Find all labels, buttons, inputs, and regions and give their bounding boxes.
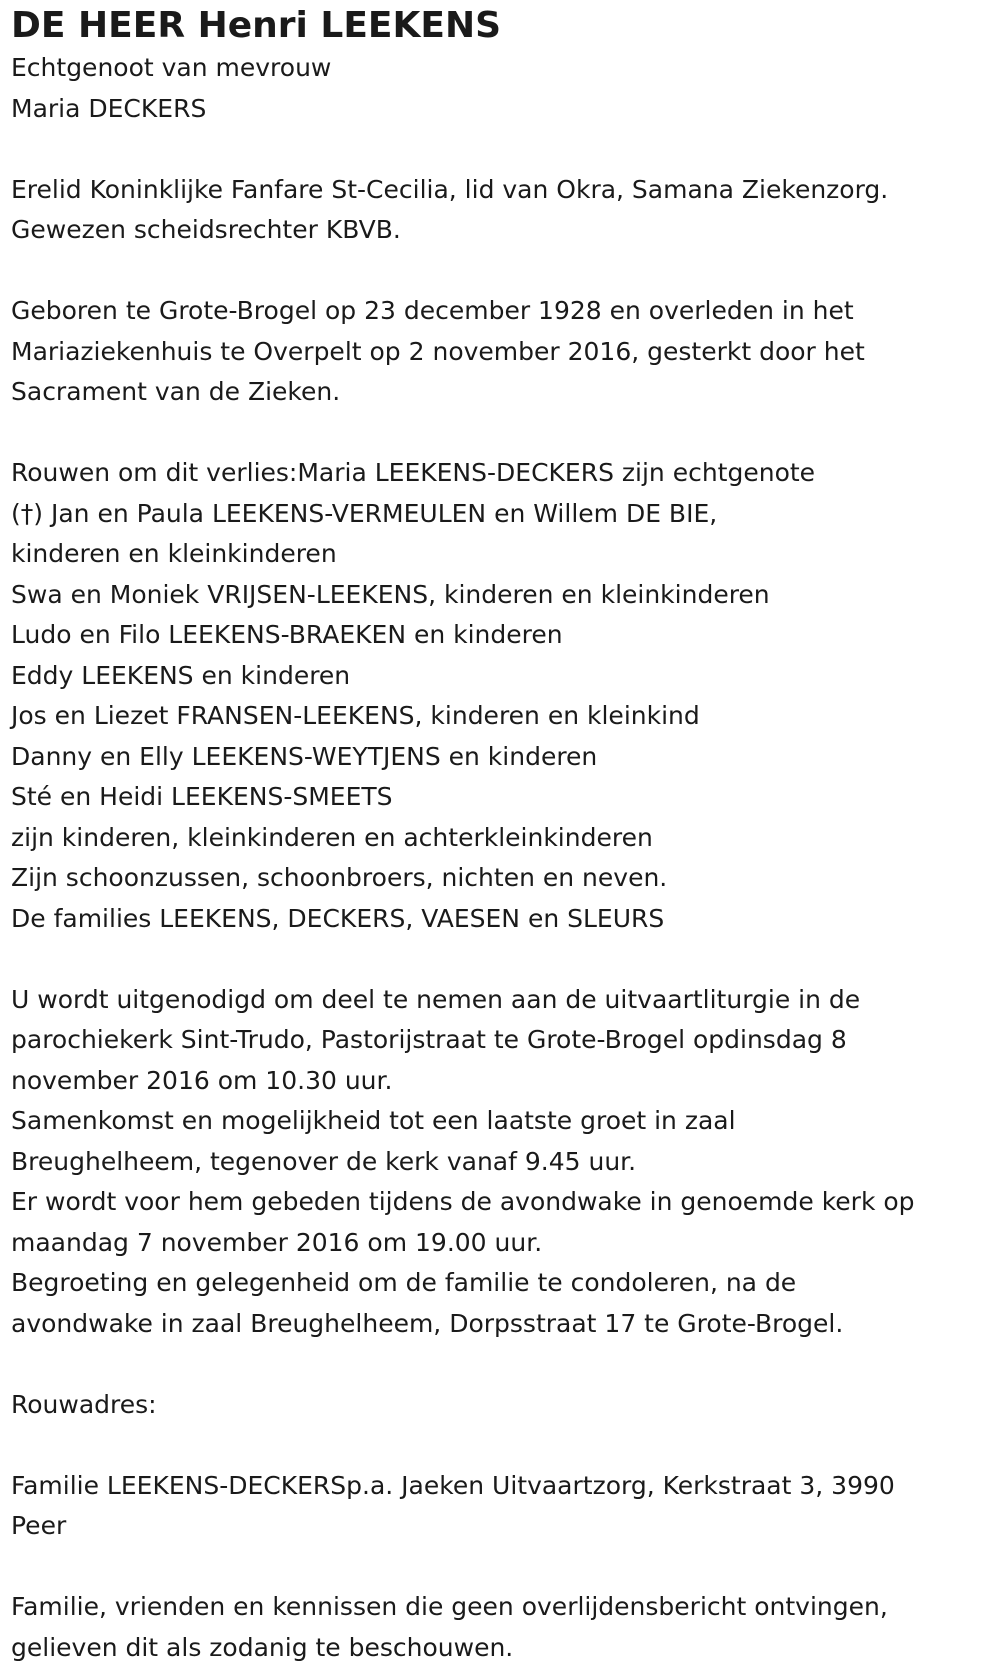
- mourner-line: Danny en Elly LEEKENS-WEYTJENS en kinderen: [11, 741, 598, 771]
- funeral-line: Samenkomst en mogelijkheid tot een laatste groet in zaal: [11, 1106, 736, 1135]
- spacer: [11, 251, 1000, 292]
- funeral-line: maandag 7 november 2016 om 19.00 uur.: [11, 1227, 543, 1257]
- address-label: Rouwadres:: [11, 1389, 157, 1419]
- spouse-block: [11, 48, 1000, 129]
- mourner-line: Zijn schoonzussen, schoonbroers, nichten en neven.: [11, 863, 668, 892]
- address-block: [11, 1466, 1000, 1547]
- mourner-line: kinderen en kleinkinderen: [11, 539, 337, 568]
- birth-death-line: Sacrament van de Zieken.: [11, 377, 341, 406]
- funeral-line: parochiekerk Sint-Trudo, Pastorijstraat te Grote-Brogel opdinsdag 8: [11, 1025, 847, 1054]
- mourner-line: Sté en Heidi LEEKENS-SMEETS: [11, 782, 393, 811]
- membership-line: Erelid Koninklijke Fanfare St-Cecilia, lid van Okra, Samana Ziekenzorg.: [11, 174, 889, 204]
- mourners-block: [11, 453, 1000, 939]
- funeral-line: Breughelheem, tegenover de kerk vanaf 9.45 uur.: [11, 1146, 637, 1176]
- spacer: [11, 1425, 1000, 1466]
- mourner-line: Swa en Moniek VRIJSEN-LEEKENS, kinderen en kleinkinderen: [11, 579, 770, 609]
- funeral-line: november 2016 om 10.30 uur.: [11, 1065, 393, 1095]
- spacer: [11, 939, 1000, 980]
- birth-death-line: Geboren te Grote-Brogel op 23 december 1928 en overleden in het: [11, 296, 854, 325]
- spouse-line: Echtgenoot van mevrouw: [11, 53, 332, 82]
- closing-line: Familie, vrienden en kennissen die geen overlijdensbericht ontvingen,: [11, 1592, 888, 1621]
- notice-title: DE HEER Henri LEEKENS: [11, 5, 502, 46]
- closing-block: [11, 1587, 1000, 1668]
- memberships-block: [11, 170, 1000, 251]
- mourner-line: Rouwen om dit verlies:Maria LEEKENS-DECKERS zijn echtgenote: [11, 458, 816, 487]
- funeral-line: Er wordt voor hem gebeden tijdens de avondwake in genoemde kerk op: [11, 1187, 915, 1216]
- mourner-line: (†) Jan en Paula LEEKENS-VERMEULEN en Willem DE BIE,: [11, 498, 718, 528]
- closing-line: gelieven dit als zodanig te beschouwen.: [11, 1632, 514, 1662]
- spacer: [11, 413, 1000, 454]
- funeral-block: [11, 980, 1000, 1345]
- mourner-line: Jos en Liezet FRANSEN-LEEKENS, kinderen en kleinkind: [11, 701, 700, 730]
- mourner-line: zijn kinderen, kleinkinderen en achterkleinkinderen: [11, 822, 653, 852]
- address-label-block: [11, 1385, 1000, 1426]
- spacer: [11, 1344, 1000, 1385]
- mourner-line: Ludo en Filo LEEKENS-BRAEKEN en kinderen: [11, 620, 563, 649]
- funeral-line: Begroeting en gelegenheid om de familie te condoleren, na de: [11, 1268, 797, 1297]
- birth-death-line: Mariaziekenhuis te Overpelt op 2 november 2016, gesterkt door het: [11, 336, 865, 366]
- mourner-line: Eddy LEEKENS en kinderen: [11, 660, 351, 690]
- address-line: Peer: [11, 1511, 67, 1540]
- membership-line: Gewezen scheidsrechter KBVB.: [11, 215, 401, 244]
- funeral-line: avondwake in zaal Breughelheem, Dorpsstraat 17 te Grote-Brogel.: [11, 1308, 844, 1338]
- funeral-line: U wordt uitgenodigd om deel te nemen aan de uitvaartliturgie in de: [11, 984, 861, 1014]
- address-line: Familie LEEKENS-DECKERSp.a. Jaeken Uitvaartzorg, Kerkstraat 3, 3990: [11, 1470, 895, 1500]
- spacer: [11, 1547, 1000, 1588]
- birth-death-block: [11, 291, 1000, 413]
- spacer: [11, 129, 1000, 170]
- mourner-line: De families LEEKENS, DECKERS, VAESEN en SLEURS: [11, 903, 665, 933]
- spouse-name: Maria DECKERS: [11, 93, 207, 123]
